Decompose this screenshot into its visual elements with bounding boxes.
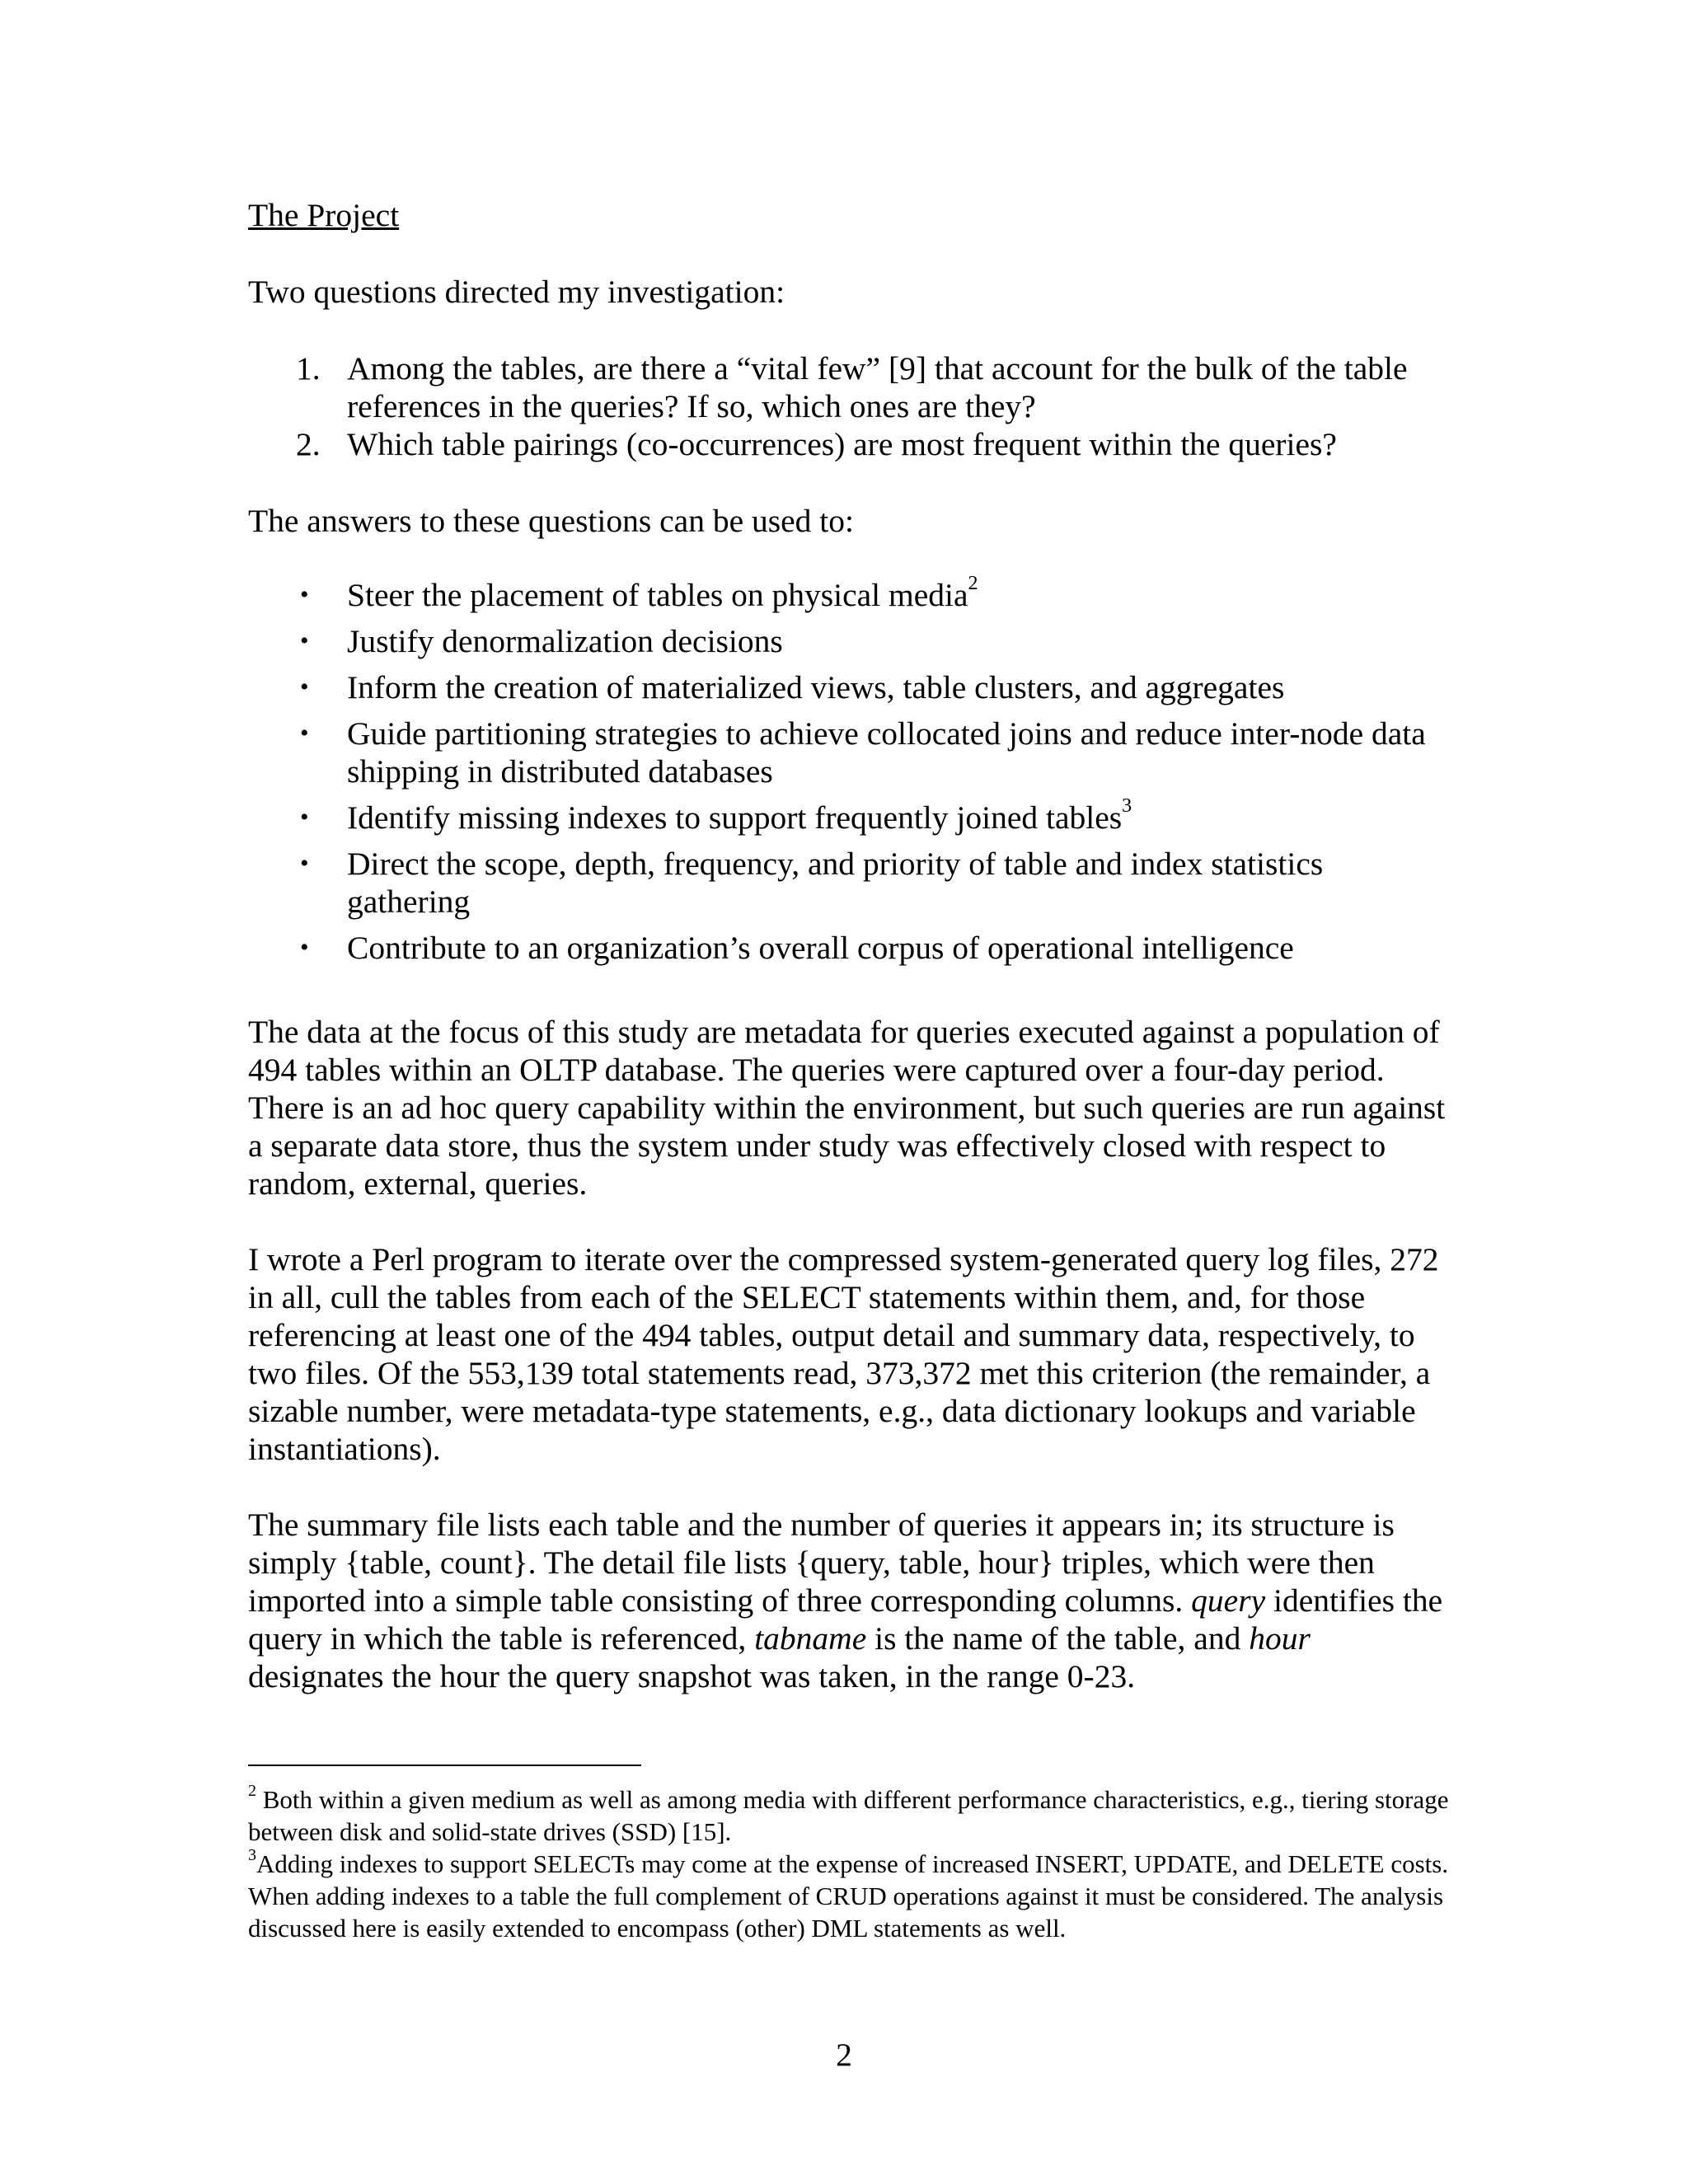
bullet-icon: • [300,719,309,747]
list-item [248,715,1451,790]
item-text: Inform the creation of materialized views, table clusters, and aggregates [347,669,1285,705]
questions-list [248,349,1451,463]
paragraph-data-focus: The data at the focus of this study are metadata for queries executed against a population of 494 tables within an OLTP database. The queries were captured over a four-day period. There is an ad hoc query capability within the environment, but such queries are run against a separate data store, thus the system under study was effectively closed with respect to random, external, queries. [248,1014,1446,1202]
item-text: Direct the scope, depth, frequency, and priority of table and index statistics gathering [347,846,1324,920]
list-item [248,845,1451,921]
list-item [248,668,1451,706]
term-tabname: tabname [754,1620,867,1657]
item-text: Identify missing indexes to support frequently joined tables [347,799,1123,836]
item-number: 2. [296,426,321,462]
bullet-icon: • [300,850,309,877]
bullet-icon: • [300,581,309,608]
term-query: query [1191,1582,1266,1619]
item-text: Guide partitioning strategies to achieve collocated joins and reduce inter-node data shipping in distributed databases [347,715,1426,790]
term-hour: hour [1249,1620,1311,1657]
bullet-icon: • [300,673,309,701]
item-text: Justify denormalization decisions [347,623,783,659]
list-item [248,572,1451,614]
footnote-3: $^3$Adding indexes to support SELECTs may come at the expense of increased INSERT, UPDATE, and DELETE costs. When adding indexes to a table the full complement of CRUD operations against it must be considered. The analysis discussed here is easily extended to encompass (other) DML statements as well. [248,1845,1449,1943]
bullet-icon: • [300,627,309,654]
item-text: Steer the placement of tables on physical media [347,577,968,613]
main-content [248,196,1451,1695]
footnote-ref: 2 [968,572,978,594]
page-number: 2 [836,2036,852,2073]
item-number: 1. [296,350,321,387]
footnote-divider [248,1765,641,1766]
bullet-icon: • [300,804,309,831]
item-text: Which table pairings (co-occurrences) are most frequent within the queries? [347,426,1337,462]
footnote-mark: 3 [248,1845,256,1864]
list-item [248,794,1451,837]
paragraph-perl-program: I wrote a Perl program to iterate over the compressed system-generated query log files, 272 in all, cull the tables from each of the SELECT statements within them, and, for those referencing at least one of the 494 tables, output detail and summary data, respectively, to two files. Of the 553,139 total statements read, 373,372 met this criterion (the remainder, a sizable number, were metadata-type statements, e.g., data dictionary lookups and variable instantiations). [248,1241,1439,1467]
footnote-ref: 3 [1122,794,1132,817]
item-text: Contribute to an organization’s overall corpus of operational intelligence [347,930,1294,966]
footnote-2: $^2$ Both within a given medium as well as among media with different performance characteristics, e.g., tiering storage between disk and solid-state drives (SSD) [15]. [248,1781,1449,1846]
paragraph-summary-file: The summary file lists each table and the number of queries it appears in; its structure is simply {table, count}. The detail file lists {query, table, hour} triples, which were then imported into a simple table consisting of three corresponding columns. query identifies the query in which the table is referenced, tabname is the name of the table, and hour designates the hour the query snapshot was taken, in the range 0-23. [248,1507,1443,1694]
intro-text: Two questions directed my investigation: [248,274,785,310]
list-item [248,929,1451,967]
list-item [248,349,1451,425]
section-heading: The Project [248,197,400,233]
footnote-mark: 2 [248,1781,256,1800]
item-text: Among the tables, are there a “vital few” [9] that account for the bulk of the table references in the queries? If so, which ones are they? [347,350,1408,424]
bullet-icon: • [300,934,309,961]
list-item [248,425,1451,463]
uses-list [248,572,1451,967]
answers-intro: The answers to these questions can be used to: [248,503,854,539]
footnotes [248,1783,1451,1944]
list-item [248,622,1451,660]
